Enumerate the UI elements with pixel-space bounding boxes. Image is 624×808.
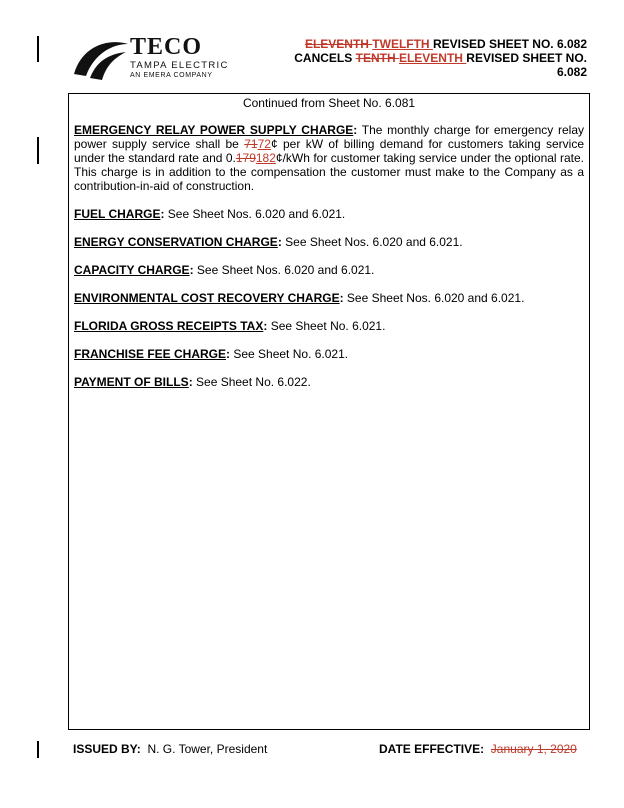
logo-wordmark bbox=[130, 34, 229, 81]
paragraph-text: See Sheet Nos. 6.020 and 6.021. bbox=[343, 291, 525, 305]
paragraph-text: ¢ per kW of billing demand for customers taking service under the standard rate and 0. bbox=[74, 137, 585, 165]
deleted-text: TENTH bbox=[355, 51, 399, 65]
teco-swoosh-icon bbox=[72, 34, 130, 82]
sheet-line-2 bbox=[267, 51, 587, 65]
inserted-text: TWELFTH bbox=[372, 37, 433, 51]
paragraph-text: See Sheet Nos. 6.020 and 6.021. bbox=[164, 207, 346, 221]
paragraph-text: See Sheet Nos. 6.020 and 6.021. bbox=[193, 263, 375, 277]
fuel-charge-paragraph bbox=[74, 207, 584, 221]
paragraph-text: The monthly charge for emergency relay power supply service shall be bbox=[74, 123, 584, 151]
inserted-text: 182 bbox=[255, 151, 276, 165]
label-colon: : bbox=[226, 347, 231, 361]
logo-subtitle: TAMPA ELECTRIC bbox=[130, 60, 229, 71]
section-label: PAYMENT OF BILLS bbox=[74, 375, 189, 389]
inserted-text: ELEVENTH bbox=[398, 51, 467, 65]
section-label: ENVIRONMENTAL COST RECOVERY CHARGE bbox=[74, 291, 340, 305]
label-colon: : bbox=[189, 263, 194, 277]
teco-logo bbox=[72, 34, 252, 82]
deleted-text: 179 bbox=[235, 151, 256, 165]
issued-by bbox=[73, 742, 267, 756]
paragraph-text: See Sheet No. 6.022. bbox=[192, 375, 311, 389]
section-label: FUEL CHARGE bbox=[74, 207, 161, 221]
capacity-charge-paragraph bbox=[74, 263, 584, 277]
section-label: FRANCHISE FEE CHARGE bbox=[74, 347, 227, 361]
sheet-line-1 bbox=[267, 37, 587, 51]
sheet-line-text: REVISED SHEET NO. 6.082 bbox=[432, 37, 587, 51]
label-colon: : bbox=[263, 319, 268, 333]
label-colon: : bbox=[277, 235, 282, 249]
date-effective-label: DATE EFFECTIVE: bbox=[379, 742, 485, 756]
section-label: FLORIDA GROSS RECEIPTS TAX bbox=[74, 319, 264, 333]
change-bar bbox=[37, 36, 39, 62]
date-effective bbox=[379, 742, 577, 756]
franchise-fee-paragraph bbox=[74, 347, 584, 361]
paragraph-text: See Sheet No. 6.021. bbox=[230, 347, 349, 361]
section-label: EMERGENCY RELAY POWER SUPPLY CHARGE bbox=[74, 123, 354, 137]
continued-note: Continued from Sheet No. 6.081 bbox=[242, 96, 416, 110]
emergency-relay-paragraph bbox=[74, 123, 584, 193]
label-colon: : bbox=[339, 291, 344, 305]
deleted-text: ELEVENTH bbox=[304, 37, 373, 51]
deleted-text: 71 bbox=[244, 137, 258, 151]
label-colon: : bbox=[188, 375, 193, 389]
sheet-number-header bbox=[267, 37, 587, 79]
issued-by-value: N. G. Tower, President bbox=[147, 742, 268, 756]
sheet-line-text: CANCELS bbox=[294, 51, 356, 65]
logo-brand: TECO bbox=[130, 34, 203, 60]
environmental-cost-paragraph bbox=[74, 291, 584, 305]
change-bar bbox=[37, 137, 39, 164]
tariff-content-box bbox=[68, 93, 590, 730]
label-colon: : bbox=[353, 123, 358, 137]
change-bar bbox=[37, 741, 39, 758]
sheet-line-text: REVISED SHEET NO. bbox=[466, 51, 587, 65]
issued-by-label: ISSUED BY: bbox=[73, 742, 141, 756]
paragraph-text: See Sheet No. 6.021. bbox=[267, 319, 386, 333]
logo-tagline: AN EMERA COMPANY bbox=[130, 72, 213, 79]
sheet-line-3: 6.082 bbox=[556, 65, 587, 79]
payment-of-bills-paragraph bbox=[74, 375, 584, 389]
date-effective-value: January 1, 2020 bbox=[490, 742, 577, 756]
section-label: ENERGY CONSERVATION CHARGE bbox=[74, 235, 278, 249]
tariff-content bbox=[74, 123, 584, 403]
paragraph-text: ¢/kWh for customer taking service under the optional rate. This charge is in addition to the compensation the customer must make to the Company as a contribution-in-aid of construction. bbox=[74, 151, 585, 193]
section-label: CAPACITY CHARGE bbox=[74, 263, 190, 277]
energy-conservation-paragraph bbox=[74, 235, 584, 249]
inserted-text: 72 bbox=[257, 137, 271, 151]
paragraph-text: See Sheet Nos. 6.020 and 6.021. bbox=[281, 235, 463, 249]
gross-receipts-paragraph bbox=[74, 319, 584, 333]
label-colon: : bbox=[160, 207, 165, 221]
